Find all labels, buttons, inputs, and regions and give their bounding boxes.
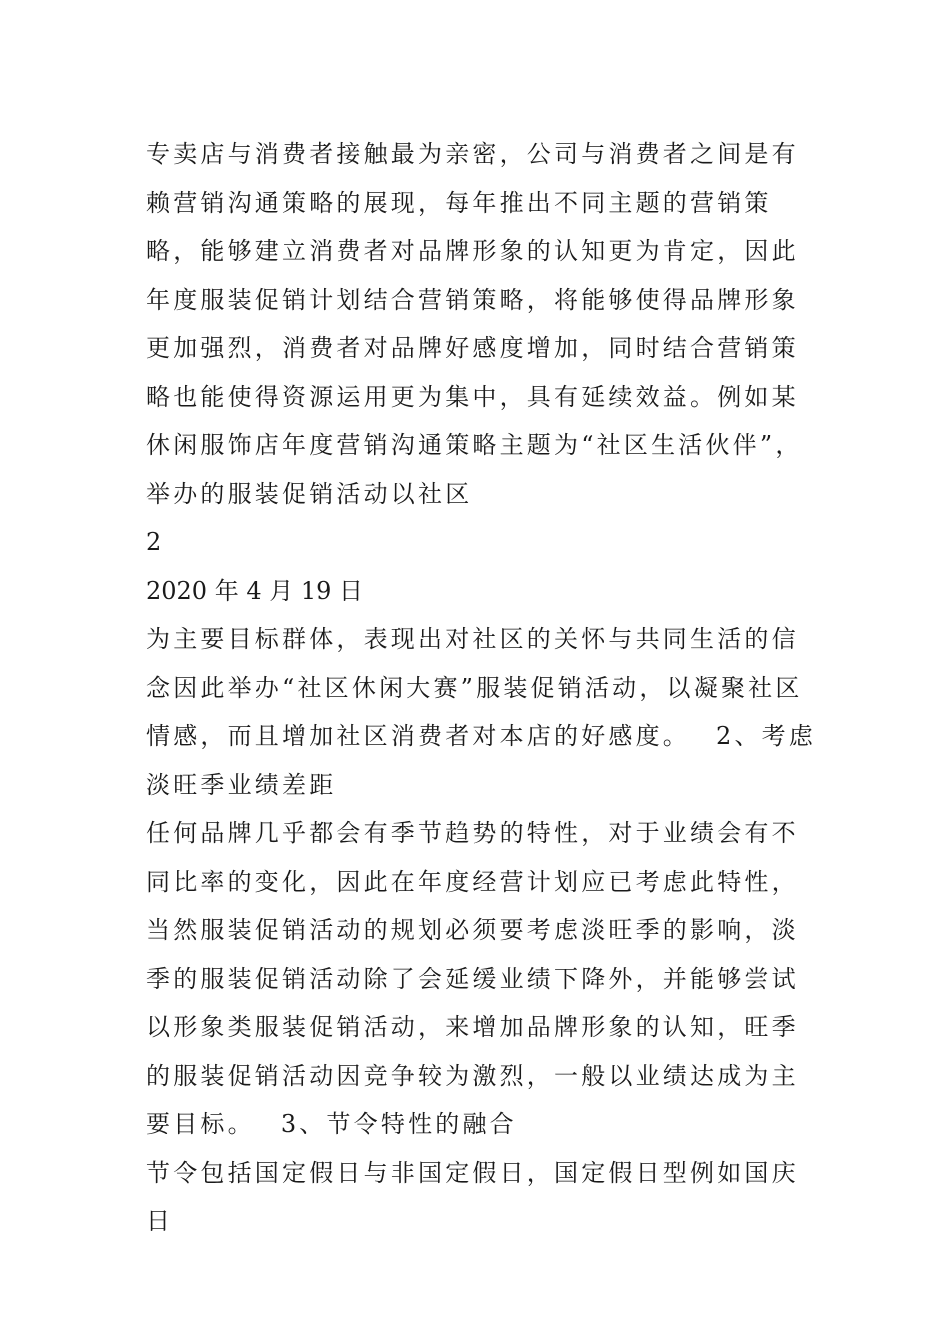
heading-3: 3、节令特性的融合 xyxy=(280,1110,517,1138)
paragraph-1: 专卖店与消费者接触最为亲密，公司与消费者之间是有赖营销沟通策略的展现，每年推出不同主题的营销策略，能够建立消费者对品牌形象的认知更为肯定，因此年度服装促销计划结合营销策略，将能够使得品牌形象更加强烈，消费者对品牌好感度增加，同时结合营销策略也能使得资源运用更为集中，具有延续效益。例如某休闲服饰店年度营销沟通策略主题为“社区生活伙伴”，举办的服装促销活动以社区 xyxy=(146,140,803,508)
page-number: 2 xyxy=(146,528,162,556)
paragraph-4: 节令包括国定假日与非国定假日，国定假日型例如国庆日 xyxy=(146,1158,799,1235)
paragraph-3 xyxy=(146,809,818,1149)
paragraph-2-text: 为主要目标群体，表现出对社区的关怀与共同生活的信念因此举办“社区休闲大赛”服装促销活动，以凝聚社区情感，而且增加社区消费者对本店的好感度。 xyxy=(146,625,803,750)
text-column xyxy=(146,130,818,1246)
paragraph-3-text: 任何品牌几乎都会有季节趋势的特性，对于业绩会有不同比率的变化，因此在年度经营计划应已考虑此特性，当然服装促销活动的规划必须要考虑淡旺季的影响，淡季的服装促销活动除了会延缓业绩下降外，并能够尝试以形象类服装促销活动，来增加品牌形象的认知，旺季的服装促销活动因竞争较为激烈，一般以业绩达成为主要目标。 xyxy=(146,819,799,1138)
paragraph-2 xyxy=(146,615,818,809)
date-line: 2020 年 4 月 19 日 xyxy=(146,576,364,605)
heading-2: 2、考虑淡旺季业绩差距 xyxy=(146,722,817,799)
